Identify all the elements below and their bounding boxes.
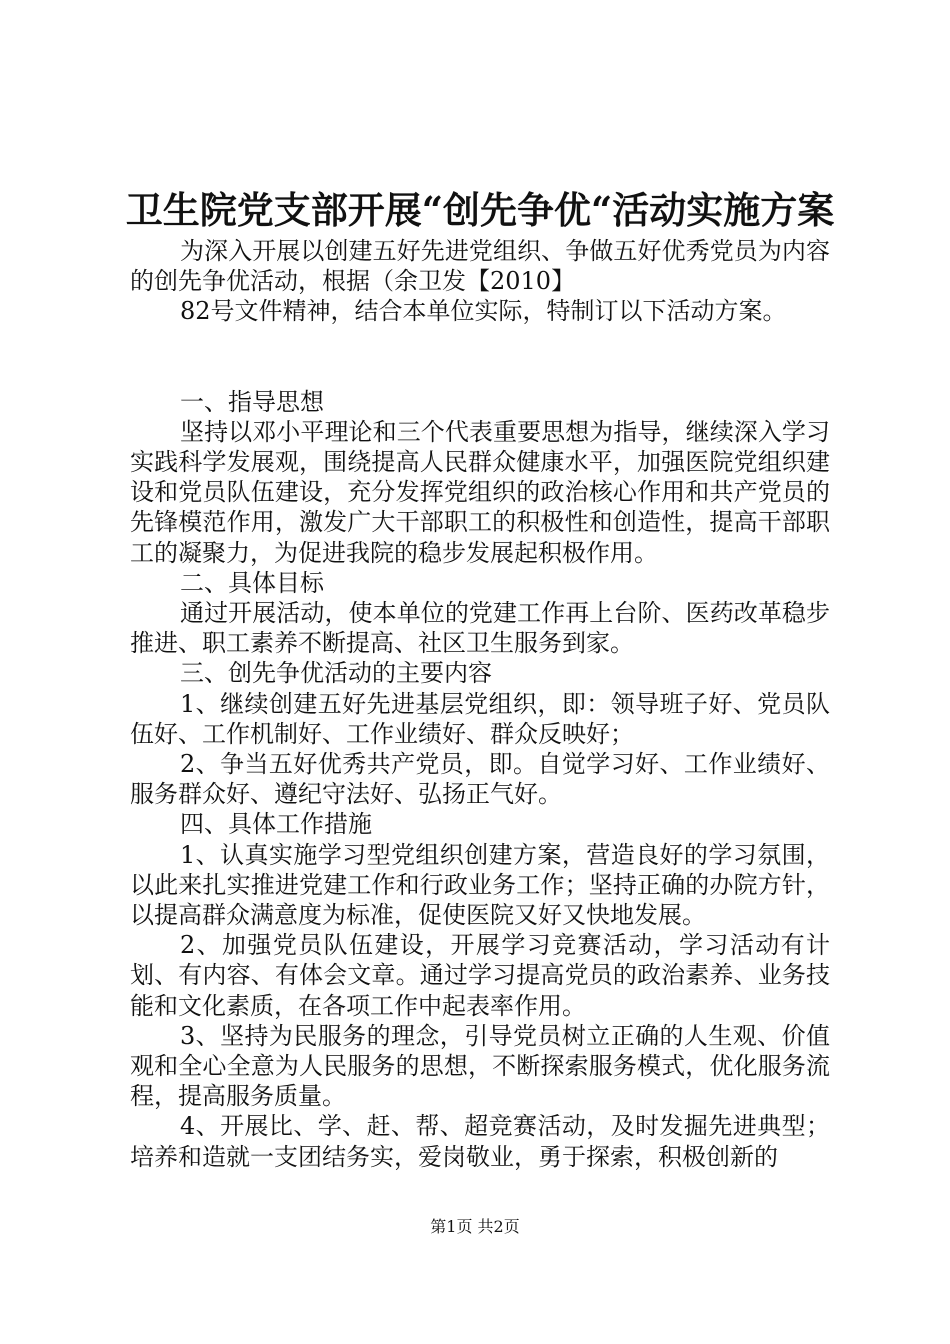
intro-paragraph: 为深入开展以创建五好先进党组织、争做五好优秀党员为内容的创先争优活动，根据（余卫发【2010】 <box>130 237 830 296</box>
guiding-thought-paragraph: 坚持以邓小平理论和三个代表重要思想为指导，继续深入学习实践科学发展观，围绕提高人民群众健康水平，加强医院党组织建设和党员队伍建设，充分发挥党组织的政治核心作用和共产党员的先锋模范作用，激发广大干部职工的积极性和创造性，提高干部职工的凝聚力，为促进我院的稳步发展起积极作用。 <box>130 417 830 567</box>
section-heading-main-content: 三、创先争优活动的主要内容 <box>180 659 492 688</box>
document-body <box>130 236 830 1172</box>
main-content-item-2: 2、争当五好优秀共产党员，即。自觉学习好、工作业绩好、服务群众好、遵纪守法好、弘扬正气好。 <box>130 750 830 809</box>
work-measure-item-3: 3、坚持为民服务的理念，引导党员树立正确的人生观、价值观和全心全意为人民服务的思想，不断探索服务模式，优化服务流程，提高服务质量。 <box>130 1021 830 1111</box>
work-measure-item-2: 2、加强党员队伍建设，开展学习竞赛活动，学习活动有计划、有内容、有体会文章。通过学习提高党员的政治素养、业务技能和文化素质，在各项工作中起表率作用。 <box>130 931 830 1020</box>
page-footer: 第1页 共2页 <box>430 1217 520 1236</box>
work-measure-item-1: 1、认真实施学习型党组织创建方案，营造良好的学习氛围，以此来扎实推进党建工作和行政业务工作；坚持正确的办院方针，以提高群众满意度为标准，促使医院又好又快地发展。 <box>130 840 830 930</box>
work-measure-item-4: 4、开展比、学、赶、帮、超竞赛活动，及时发掘先进典型；培养和造就一支团结务实，爱岗敬业，勇于探索，积极创新的 <box>130 1112 830 1171</box>
document-title: 卫生院党支部开展“创先争优“活动实施方案 <box>125 188 835 232</box>
section-heading-work-measures: 四、具体工作措施 <box>180 810 372 839</box>
intro-paragraph-continued: 82号文件精神，结合本单位实际，特制订以下活动方案。 <box>180 297 787 326</box>
blank-line <box>130 327 830 387</box>
section-heading-guiding-thought: 一、指导思想 <box>180 387 324 416</box>
specific-goals-paragraph: 通过开展活动，使本单位的党建工作再上台阶、医药改革稳步推进、职工素养不断提高、社区卫生服务到家。 <box>130 599 830 658</box>
section-heading-specific-goals: 二、具体目标 <box>180 568 324 597</box>
main-content-item-1: 1、继续创建五好先进基层党组织，即：领导班子好、党员队伍好、工作机制好、工作业绩好、群众反映好； <box>130 689 830 748</box>
